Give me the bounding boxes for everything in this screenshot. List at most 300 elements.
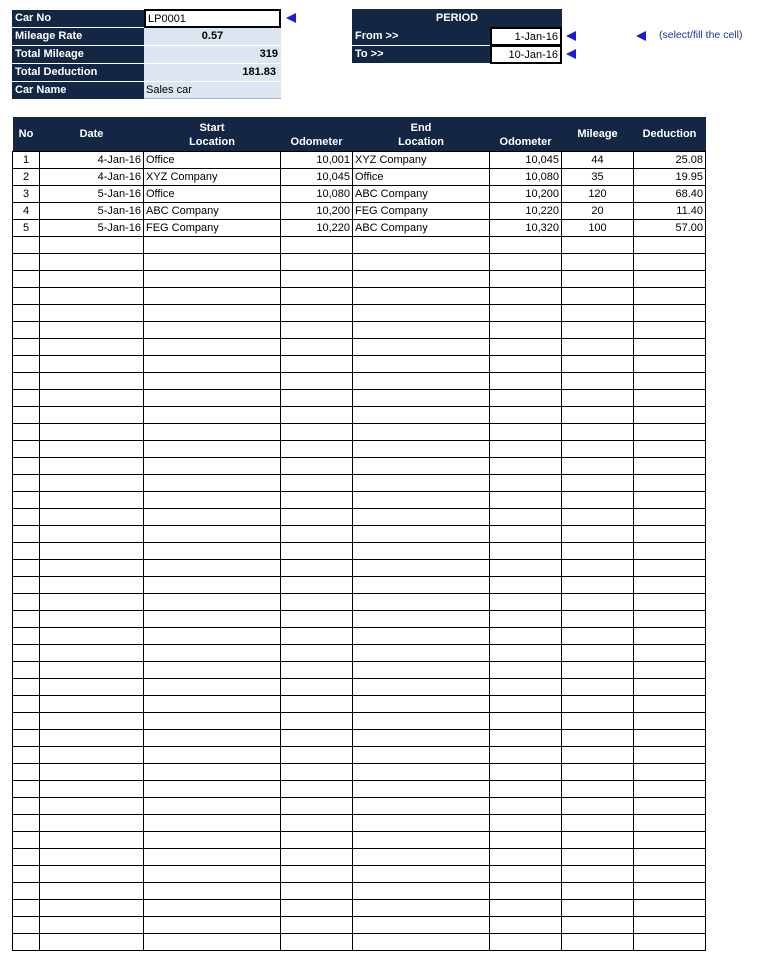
cell-start-odometer[interactable] [281, 576, 353, 593]
cell-start-location[interactable] [144, 797, 281, 814]
cell-start-location[interactable]: ABC Company [144, 202, 281, 219]
cell-date[interactable] [40, 542, 144, 559]
cell-mileage[interactable]: 35 [562, 168, 634, 185]
cell-start-location[interactable] [144, 559, 281, 576]
cell-mileage[interactable] [562, 593, 634, 610]
cell-mileage[interactable] [562, 695, 634, 712]
cell-start-location[interactable] [144, 695, 281, 712]
cell-start-odometer[interactable] [281, 457, 353, 474]
cell-end-location[interactable] [353, 780, 490, 797]
cell-end-location[interactable] [353, 814, 490, 831]
cell-end-location[interactable] [353, 899, 490, 916]
cell-deduction[interactable] [634, 287, 706, 304]
cell-start-location[interactable] [144, 899, 281, 916]
cell-mileage[interactable] [562, 831, 634, 848]
cell-end-odometer[interactable] [490, 457, 562, 474]
cell-date[interactable] [40, 678, 144, 695]
cell-mileage[interactable]: 120 [562, 185, 634, 202]
cell-start-location[interactable] [144, 287, 281, 304]
cell-date[interactable] [40, 236, 144, 253]
cell-start-odometer[interactable] [281, 899, 353, 916]
cell-deduction[interactable] [634, 236, 706, 253]
cell-start-odometer[interactable] [281, 746, 353, 763]
cell-start-location[interactable] [144, 882, 281, 899]
cell-deduction[interactable] [634, 712, 706, 729]
cell-end-odometer[interactable] [490, 695, 562, 712]
car-name-input[interactable]: Sales car [144, 82, 281, 99]
cell-end-location[interactable] [353, 389, 490, 406]
cell-start-odometer[interactable] [281, 797, 353, 814]
cell-deduction[interactable] [634, 780, 706, 797]
cell-end-odometer[interactable] [490, 287, 562, 304]
cell-end-odometer[interactable]: 10,080 [490, 168, 562, 185]
cell-start-location[interactable] [144, 321, 281, 338]
cell-deduction[interactable] [634, 814, 706, 831]
cell-end-location[interactable] [353, 270, 490, 287]
cell-end-odometer[interactable]: 10,320 [490, 219, 562, 236]
cell-date[interactable] [40, 610, 144, 627]
cell-date[interactable] [40, 627, 144, 644]
cell-start-odometer[interactable] [281, 236, 353, 253]
cell-date[interactable] [40, 814, 144, 831]
cell-end-location[interactable] [353, 372, 490, 389]
cell-start-location[interactable] [144, 457, 281, 474]
cell-start-odometer[interactable] [281, 712, 353, 729]
cell-start-odometer[interactable]: 10,080 [281, 185, 353, 202]
cell-start-location[interactable] [144, 729, 281, 746]
cell-end-odometer[interactable]: 10,200 [490, 185, 562, 202]
cell-date[interactable] [40, 338, 144, 355]
period-to-input[interactable]: 10-Jan-16 [490, 45, 562, 64]
cell-mileage[interactable] [562, 882, 634, 899]
cell-end-odometer[interactable] [490, 678, 562, 695]
cell-mileage[interactable] [562, 457, 634, 474]
cell-end-odometer[interactable] [490, 355, 562, 372]
cell-start-location[interactable] [144, 814, 281, 831]
cell-no[interactable] [13, 865, 40, 882]
cell-mileage[interactable]: 44 [562, 151, 634, 168]
cell-mileage[interactable] [562, 899, 634, 916]
cell-start-location[interactable] [144, 389, 281, 406]
cell-date[interactable] [40, 933, 144, 950]
cell-no[interactable] [13, 287, 40, 304]
cell-start-odometer[interactable] [281, 491, 353, 508]
cell-end-odometer[interactable] [490, 661, 562, 678]
cell-date[interactable] [40, 576, 144, 593]
cell-date[interactable] [40, 644, 144, 661]
cell-start-odometer[interactable] [281, 610, 353, 627]
cell-no[interactable] [13, 644, 40, 661]
cell-no[interactable] [13, 729, 40, 746]
cell-start-location[interactable] [144, 933, 281, 950]
cell-deduction[interactable] [634, 610, 706, 627]
cell-deduction[interactable] [634, 916, 706, 933]
cell-end-location[interactable] [353, 559, 490, 576]
cell-end-location[interactable] [353, 287, 490, 304]
cell-end-location[interactable] [353, 525, 490, 542]
cell-mileage[interactable] [562, 559, 634, 576]
cell-no[interactable] [13, 474, 40, 491]
cell-end-odometer[interactable]: 10,220 [490, 202, 562, 219]
cell-end-odometer[interactable] [490, 508, 562, 525]
cell-mileage[interactable] [562, 406, 634, 423]
cell-start-location[interactable] [144, 270, 281, 287]
cell-no[interactable] [13, 542, 40, 559]
cell-no[interactable] [13, 933, 40, 950]
cell-start-location[interactable] [144, 780, 281, 797]
cell-end-location[interactable] [353, 661, 490, 678]
cell-deduction[interactable] [634, 406, 706, 423]
cell-start-location[interactable] [144, 848, 281, 865]
cell-mileage[interactable] [562, 525, 634, 542]
cell-start-odometer[interactable] [281, 423, 353, 440]
cell-start-odometer[interactable] [281, 355, 353, 372]
cell-deduction[interactable] [634, 848, 706, 865]
cell-deduction[interactable] [634, 882, 706, 899]
cell-start-location[interactable] [144, 525, 281, 542]
cell-start-location[interactable] [144, 440, 281, 457]
cell-end-location[interactable] [353, 712, 490, 729]
cell-end-odometer[interactable] [490, 746, 562, 763]
cell-start-odometer[interactable] [281, 508, 353, 525]
cell-deduction[interactable] [634, 423, 706, 440]
cell-end-odometer[interactable] [490, 270, 562, 287]
cell-end-location[interactable] [353, 695, 490, 712]
cell-end-odometer[interactable] [490, 814, 562, 831]
cell-no[interactable] [13, 627, 40, 644]
cell-start-odometer[interactable] [281, 644, 353, 661]
cell-end-odometer[interactable] [490, 763, 562, 780]
cell-start-odometer[interactable] [281, 372, 353, 389]
cell-start-location[interactable] [144, 474, 281, 491]
cell-deduction[interactable] [634, 474, 706, 491]
cell-end-location[interactable] [353, 440, 490, 457]
cell-start-odometer[interactable] [281, 933, 353, 950]
cell-start-odometer[interactable] [281, 474, 353, 491]
cell-no[interactable] [13, 916, 40, 933]
cell-mileage[interactable] [562, 576, 634, 593]
cell-deduction[interactable] [634, 372, 706, 389]
cell-deduction[interactable] [634, 253, 706, 270]
cell-mileage[interactable] [562, 644, 634, 661]
cell-start-odometer[interactable] [281, 321, 353, 338]
cell-end-odometer[interactable] [490, 576, 562, 593]
cell-end-location[interactable] [353, 508, 490, 525]
cell-end-odometer[interactable] [490, 338, 562, 355]
cell-end-odometer[interactable] [490, 389, 562, 406]
cell-start-location[interactable]: XYZ Company [144, 168, 281, 185]
cell-no[interactable] [13, 678, 40, 695]
cell-no[interactable] [13, 899, 40, 916]
cell-date[interactable] [40, 848, 144, 865]
cell-mileage[interactable] [562, 372, 634, 389]
cell-start-odometer[interactable] [281, 406, 353, 423]
cell-deduction[interactable] [634, 729, 706, 746]
cell-start-odometer[interactable] [281, 916, 353, 933]
cell-date[interactable] [40, 916, 144, 933]
cell-end-odometer[interactable] [490, 933, 562, 950]
cell-end-location[interactable]: Office [353, 168, 490, 185]
cell-date[interactable] [40, 508, 144, 525]
cell-date[interactable] [40, 763, 144, 780]
cell-mileage[interactable] [562, 865, 634, 882]
cell-mileage[interactable] [562, 474, 634, 491]
cell-start-location[interactable] [144, 644, 281, 661]
cell-mileage[interactable] [562, 746, 634, 763]
cell-mileage[interactable] [562, 491, 634, 508]
cell-no[interactable] [13, 406, 40, 423]
cell-mileage[interactable] [562, 797, 634, 814]
cell-date[interactable] [40, 559, 144, 576]
cell-no[interactable]: 4 [13, 202, 40, 219]
cell-no[interactable] [13, 814, 40, 831]
cell-mileage[interactable] [562, 253, 634, 270]
cell-date[interactable]: 4-Jan-16 [40, 151, 144, 168]
cell-start-odometer[interactable] [281, 814, 353, 831]
cell-deduction[interactable] [634, 389, 706, 406]
cell-mileage[interactable] [562, 627, 634, 644]
cell-start-location[interactable] [144, 576, 281, 593]
cell-end-location[interactable] [353, 916, 490, 933]
cell-end-location[interactable] [353, 746, 490, 763]
cell-deduction[interactable] [634, 576, 706, 593]
cell-start-location[interactable] [144, 406, 281, 423]
cell-no[interactable] [13, 525, 40, 542]
cell-start-odometer[interactable] [281, 593, 353, 610]
cell-date[interactable] [40, 389, 144, 406]
cell-end-odometer[interactable] [490, 474, 562, 491]
cell-start-odometer[interactable] [281, 270, 353, 287]
cell-end-odometer[interactable] [490, 644, 562, 661]
cell-start-odometer[interactable]: 10,001 [281, 151, 353, 168]
cell-end-location[interactable] [353, 491, 490, 508]
cell-deduction[interactable] [634, 831, 706, 848]
cell-mileage[interactable] [562, 304, 634, 321]
cell-start-odometer[interactable] [281, 389, 353, 406]
cell-end-odometer[interactable] [490, 491, 562, 508]
cell-no[interactable] [13, 508, 40, 525]
cell-mileage[interactable] [562, 508, 634, 525]
cell-end-location[interactable]: ABC Company [353, 219, 490, 236]
cell-end-location[interactable]: XYZ Company [353, 151, 490, 168]
cell-deduction[interactable] [634, 559, 706, 576]
cell-no[interactable] [13, 338, 40, 355]
cell-start-location[interactable] [144, 593, 281, 610]
cell-start-odometer[interactable] [281, 304, 353, 321]
cell-no[interactable] [13, 831, 40, 848]
cell-no[interactable] [13, 304, 40, 321]
cell-deduction[interactable] [634, 593, 706, 610]
cell-start-location[interactable] [144, 865, 281, 882]
cell-no[interactable] [13, 661, 40, 678]
cell-date[interactable] [40, 423, 144, 440]
cell-no[interactable] [13, 797, 40, 814]
cell-end-odometer[interactable] [490, 559, 562, 576]
cell-mileage[interactable]: 100 [562, 219, 634, 236]
cell-mileage[interactable] [562, 287, 634, 304]
cell-deduction[interactable]: 68.40 [634, 185, 706, 202]
cell-end-location[interactable] [353, 457, 490, 474]
cell-deduction[interactable] [634, 899, 706, 916]
cell-deduction[interactable] [634, 763, 706, 780]
cell-no[interactable] [13, 321, 40, 338]
cell-end-location[interactable] [353, 474, 490, 491]
cell-end-odometer[interactable] [490, 372, 562, 389]
cell-date[interactable] [40, 831, 144, 848]
cell-mileage[interactable] [562, 848, 634, 865]
cell-end-location[interactable] [353, 865, 490, 882]
cell-deduction[interactable] [634, 491, 706, 508]
cell-no[interactable] [13, 763, 40, 780]
period-from-input[interactable]: 1-Jan-16 [490, 27, 562, 46]
cell-end-location[interactable] [353, 610, 490, 627]
cell-no[interactable]: 1 [13, 151, 40, 168]
cell-date[interactable] [40, 780, 144, 797]
cell-start-location[interactable]: Office [144, 185, 281, 202]
cell-start-location[interactable] [144, 423, 281, 440]
cell-date[interactable] [40, 440, 144, 457]
cell-deduction[interactable] [634, 627, 706, 644]
cell-no[interactable] [13, 236, 40, 253]
cell-deduction[interactable]: 19.95 [634, 168, 706, 185]
cell-end-location[interactable] [353, 321, 490, 338]
cell-deduction[interactable] [634, 304, 706, 321]
cell-start-odometer[interactable] [281, 338, 353, 355]
cell-deduction[interactable]: 25.08 [634, 151, 706, 168]
cell-start-odometer[interactable] [281, 253, 353, 270]
cell-date[interactable] [40, 270, 144, 287]
cell-end-location[interactable] [353, 797, 490, 814]
cell-date[interactable] [40, 729, 144, 746]
cell-date[interactable] [40, 525, 144, 542]
cell-start-location[interactable] [144, 610, 281, 627]
cell-date[interactable] [40, 695, 144, 712]
cell-mileage[interactable] [562, 236, 634, 253]
cell-end-odometer[interactable] [490, 253, 562, 270]
cell-mileage[interactable] [562, 661, 634, 678]
cell-date[interactable] [40, 321, 144, 338]
cell-date[interactable] [40, 797, 144, 814]
cell-end-location[interactable]: FEG Company [353, 202, 490, 219]
cell-date[interactable] [40, 457, 144, 474]
cell-end-odometer[interactable] [490, 542, 562, 559]
cell-date[interactable] [40, 491, 144, 508]
cell-mileage[interactable] [562, 355, 634, 372]
cell-end-location[interactable] [353, 627, 490, 644]
cell-no[interactable] [13, 746, 40, 763]
cell-start-location[interactable] [144, 338, 281, 355]
cell-mileage[interactable] [562, 389, 634, 406]
cell-date[interactable] [40, 474, 144, 491]
cell-start-odometer[interactable] [281, 695, 353, 712]
cell-date[interactable]: 4-Jan-16 [40, 168, 144, 185]
cell-end-odometer[interactable] [490, 899, 562, 916]
cell-mileage[interactable] [562, 814, 634, 831]
cell-end-location[interactable] [353, 423, 490, 440]
cell-end-odometer[interactable] [490, 865, 562, 882]
cell-deduction[interactable] [634, 321, 706, 338]
cell-start-location[interactable] [144, 372, 281, 389]
cell-deduction[interactable] [634, 525, 706, 542]
cell-start-location[interactable] [144, 831, 281, 848]
cell-end-location[interactable] [353, 236, 490, 253]
cell-start-location[interactable] [144, 712, 281, 729]
cell-deduction[interactable] [634, 338, 706, 355]
cell-date[interactable] [40, 899, 144, 916]
cell-mileage[interactable] [562, 542, 634, 559]
cell-start-location[interactable] [144, 304, 281, 321]
cell-no[interactable] [13, 270, 40, 287]
cell-deduction[interactable] [634, 933, 706, 950]
cell-mileage[interactable] [562, 729, 634, 746]
cell-mileage[interactable] [562, 321, 634, 338]
cell-end-location[interactable] [353, 355, 490, 372]
cell-date[interactable] [40, 882, 144, 899]
cell-start-odometer[interactable] [281, 440, 353, 457]
cell-end-location[interactable] [353, 338, 490, 355]
cell-no[interactable] [13, 780, 40, 797]
cell-mileage[interactable] [562, 780, 634, 797]
cell-mileage[interactable] [562, 440, 634, 457]
cell-start-odometer[interactable] [281, 559, 353, 576]
cell-mileage[interactable] [562, 610, 634, 627]
cell-end-odometer[interactable] [490, 236, 562, 253]
cell-start-odometer[interactable] [281, 763, 353, 780]
cell-start-location[interactable] [144, 763, 281, 780]
cell-no[interactable] [13, 372, 40, 389]
cell-end-odometer[interactable] [490, 304, 562, 321]
cell-date[interactable] [40, 593, 144, 610]
cell-mileage[interactable] [562, 423, 634, 440]
cell-end-location[interactable] [353, 253, 490, 270]
cell-deduction[interactable] [634, 270, 706, 287]
cell-start-odometer[interactable] [281, 848, 353, 865]
cell-deduction[interactable]: 57.00 [634, 219, 706, 236]
cell-deduction[interactable] [634, 678, 706, 695]
cell-deduction[interactable] [634, 746, 706, 763]
cell-end-odometer[interactable] [490, 525, 562, 542]
cell-end-location[interactable]: ABC Company [353, 185, 490, 202]
cell-end-odometer[interactable] [490, 440, 562, 457]
cell-date[interactable] [40, 287, 144, 304]
cell-no[interactable] [13, 559, 40, 576]
cell-start-location[interactable] [144, 508, 281, 525]
cell-start-odometer[interactable] [281, 831, 353, 848]
cell-deduction[interactable] [634, 865, 706, 882]
cell-date[interactable]: 5-Jan-16 [40, 185, 144, 202]
cell-deduction[interactable] [634, 508, 706, 525]
cell-start-location[interactable] [144, 542, 281, 559]
cell-no[interactable] [13, 848, 40, 865]
cell-no[interactable] [13, 491, 40, 508]
cell-date[interactable] [40, 865, 144, 882]
cell-date[interactable] [40, 253, 144, 270]
cell-start-location[interactable] [144, 253, 281, 270]
cell-end-odometer[interactable] [490, 406, 562, 423]
cell-end-odometer[interactable] [490, 610, 562, 627]
cell-date[interactable] [40, 406, 144, 423]
cell-no[interactable] [13, 457, 40, 474]
cell-start-location[interactable] [144, 916, 281, 933]
cell-no[interactable] [13, 576, 40, 593]
cell-end-odometer[interactable] [490, 882, 562, 899]
cell-date[interactable] [40, 355, 144, 372]
cell-no[interactable] [13, 593, 40, 610]
cell-end-odometer[interactable] [490, 848, 562, 865]
cell-date[interactable] [40, 304, 144, 321]
cell-start-location[interactable] [144, 746, 281, 763]
cell-date[interactable] [40, 746, 144, 763]
